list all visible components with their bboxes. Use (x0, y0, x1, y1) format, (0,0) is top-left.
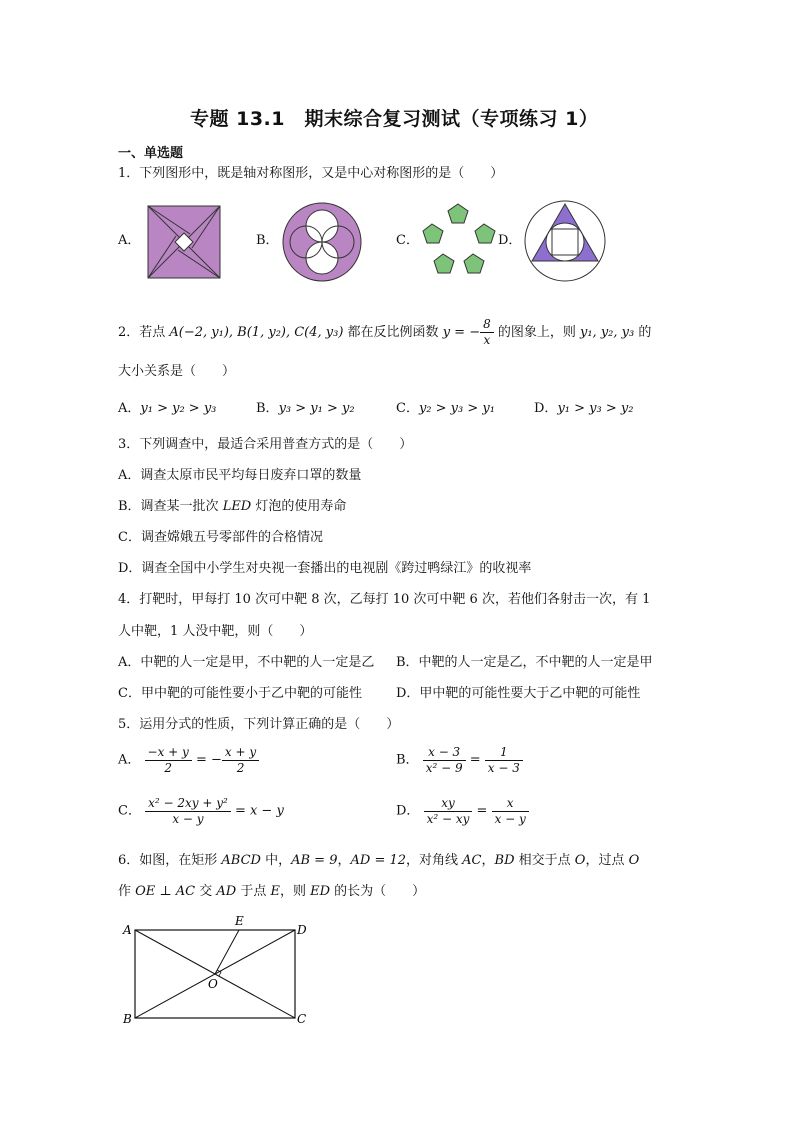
q5-option-b (396, 745, 523, 776)
q5-b-right-den: x − 3 (487, 761, 520, 775)
label-d: D (297, 923, 307, 937)
label-b: B (123, 1012, 132, 1026)
q5-b-right-fraction (485, 745, 523, 776)
q5-a-right-num: x + y (222, 745, 259, 761)
q3-option-c: C．调查嫦娥五号零部件的合格情况 (118, 530, 323, 545)
q6-ab: AB = 9 (291, 853, 338, 868)
q2-option-a (118, 401, 216, 417)
q5-d-right-num: x (492, 796, 529, 812)
q3-option-d: D．调查全国中小学生对央视一套播出的电视剧《跨过鸭绿江》的收视率 (118, 561, 532, 576)
q6-ad2: AD (216, 884, 237, 899)
q2-option-a-label: A． (118, 401, 141, 416)
q2-vars: y₁, y₂, y₃ (580, 325, 635, 340)
q2-stem-mid: 都在反比例函数 (343, 325, 443, 340)
q5-a-left-fraction (145, 745, 192, 776)
q5-d-eq: = (472, 803, 492, 819)
q5-a-left-num: −x + y (145, 745, 192, 761)
q2-func-lhs: y = − (442, 325, 481, 340)
q6-ad: AD = 12 (350, 853, 407, 868)
q5-a-right-den: 2 (236, 761, 245, 775)
q5-a-right-fraction (222, 745, 259, 776)
q1-figure-d (524, 200, 606, 282)
q4-stem-line1: 4．打靶时，甲每打 10 次可中靶 8 次，乙每打 10 次可中靶 6 次，若他们各射击一次，有 1 (118, 592, 651, 607)
q5-d-left-den: x² − xy (426, 812, 470, 826)
q2-option-b-text: y₃ > y₁ > y₂ (278, 401, 355, 416)
q6-stem-tail: ，过点 (585, 853, 629, 868)
q4-option-a: A．中靶的人一定是甲，不中靶的人一定是乙 (118, 655, 375, 670)
q2-option-c-text: y₂ > y₃ > y₁ (418, 401, 495, 416)
q6-o: O (574, 853, 586, 868)
q6-stem-end: 相交于点 (514, 853, 575, 868)
q5-option-d-label: D． (396, 803, 420, 819)
q6-stem2-mid: 交 (195, 884, 217, 899)
q6-stem-mid3: ， (481, 853, 495, 868)
q2-stem-post: 的图象上，则 (493, 325, 580, 340)
q1-option-b-label: B． (256, 233, 279, 248)
q5-c-left-den: x − y (172, 812, 204, 826)
q5-b-right-num: 1 (485, 745, 523, 761)
q5-b-left-num: x − 3 (423, 745, 466, 761)
q4-option-b: B．中靶的人一定是乙，不中靶的人一定是甲 (396, 655, 653, 670)
q6-perp: OE ⊥ AC (135, 884, 196, 899)
q2-option-d (534, 401, 633, 417)
label-o: O (208, 977, 218, 991)
q6-stem-mid2: ，对角线 (406, 853, 463, 868)
q6-ed: ED (310, 884, 331, 899)
q5-d-left-fraction (424, 796, 473, 827)
q5-b-eq: = (465, 752, 485, 768)
label-a: A (123, 923, 132, 937)
q6-stem-line2 (118, 884, 425, 900)
q1-figure-b (282, 202, 362, 282)
page-title: 专题 13.1 期末综合复习测试（专项练习 1） (190, 108, 599, 130)
q5-option-b-label: B． (396, 752, 419, 768)
label-c: C (297, 1012, 307, 1026)
q1-figure-a (146, 204, 222, 280)
q6-stem2-mid2: 于点 (236, 884, 271, 899)
q2-stem (118, 317, 651, 348)
q5-c-left-num: x² − 2xy + y² (145, 796, 231, 812)
q4-stem-line2: 人中靶，1 人没中靶，则（ ） (118, 624, 313, 639)
q2-option-b-label: B． (256, 401, 279, 416)
q5-option-d (396, 796, 529, 827)
q6-stem2-end: 的长为（ ） (330, 884, 426, 899)
q3-option-a: A．调查太原市民平均每日废弃口罩的数量 (118, 468, 362, 483)
q2-func-num: 8 (480, 317, 494, 333)
q5-option-a-label: A． (118, 752, 141, 768)
q5-a-left-den: 2 (164, 761, 172, 775)
q2-option-c (396, 401, 495, 417)
q6-stem-line1 (118, 853, 639, 869)
q2-func-den: x (483, 333, 491, 347)
q2-option-a-text: y₁ > y₂ > y₃ (140, 401, 217, 416)
q3-option-b-pre: B．调查某一批次 (118, 499, 223, 514)
q2-points: A(−2, y₁), B(1, y₂), C(4, y₃) (169, 325, 344, 340)
q2-stem-pre: 2．若点 (118, 325, 170, 340)
q5-c-left-fraction (145, 796, 231, 827)
q2-stem-line2: 大小关系是（ ） (118, 364, 236, 379)
q3-option-b-led: LED (222, 499, 252, 514)
q2-option-d-label: D． (534, 401, 558, 416)
q5-stem: 5．运用分式的性质，下列计算正确的是（ ） (118, 717, 400, 732)
section-heading: 一、单选题 (118, 146, 184, 161)
q5-b-left-den: x² − 9 (425, 761, 463, 775)
q3-stem: 3．下列调查中，最适合采用普查方式的是（ ） (118, 437, 413, 452)
q4-option-c: C．甲中靶的可能性要小于乙中靶的可能性 (118, 686, 362, 701)
q6-stem2-pre: 作 (118, 884, 136, 899)
q5-option-c-label: C． (118, 803, 141, 819)
q1-option-a-label: A． (118, 233, 141, 248)
q6-e: E (270, 884, 280, 899)
q6-o2: O (628, 853, 640, 868)
q2-option-d-text: y₁ > y₃ > y₂ (557, 401, 634, 416)
q5-d-left-num: xy (424, 796, 473, 812)
q1-option-d-label: D． (498, 233, 522, 248)
q6-rect: ABCD (221, 853, 261, 868)
q6-stem2-mid3: ，则 (279, 884, 311, 899)
q2-func-fraction (480, 317, 494, 348)
q1-stem: 1．下列图形中，既是轴对称图形，又是中心对称图形的是（ ） (118, 166, 504, 181)
q5-b-left-fraction (423, 745, 466, 776)
q6-rectangle-figure (118, 910, 318, 1032)
q4-option-d: D．甲中靶的可能性要大于乙中靶的可能性 (396, 686, 641, 701)
q6-bd: BD (494, 853, 515, 868)
q2-option-b (256, 401, 355, 417)
q3-option-b (118, 499, 346, 515)
q6-stem-pre: 6．如图，在矩形 (118, 853, 222, 868)
label-e: E (235, 914, 244, 928)
q5-option-c (118, 796, 284, 827)
q5-c-rhs: = x − y (230, 803, 284, 819)
q5-d-right-den: x − y (494, 812, 526, 826)
q5-a-eq: = − (191, 752, 222, 768)
q6-stem-mid: 中， (260, 853, 292, 868)
q5-d-right-fraction (492, 796, 529, 827)
q6-ac: AC (462, 853, 482, 868)
q3-option-b-post: 灯泡的使用寿命 (251, 499, 347, 514)
q1-option-c-label: C． (396, 233, 419, 248)
q6-sep: ， (337, 853, 351, 868)
q2-stem-end: 的 (634, 325, 652, 340)
q2-option-c-label: C． (396, 401, 419, 416)
q1-figure-c (418, 202, 498, 278)
q5-option-a (118, 745, 259, 776)
